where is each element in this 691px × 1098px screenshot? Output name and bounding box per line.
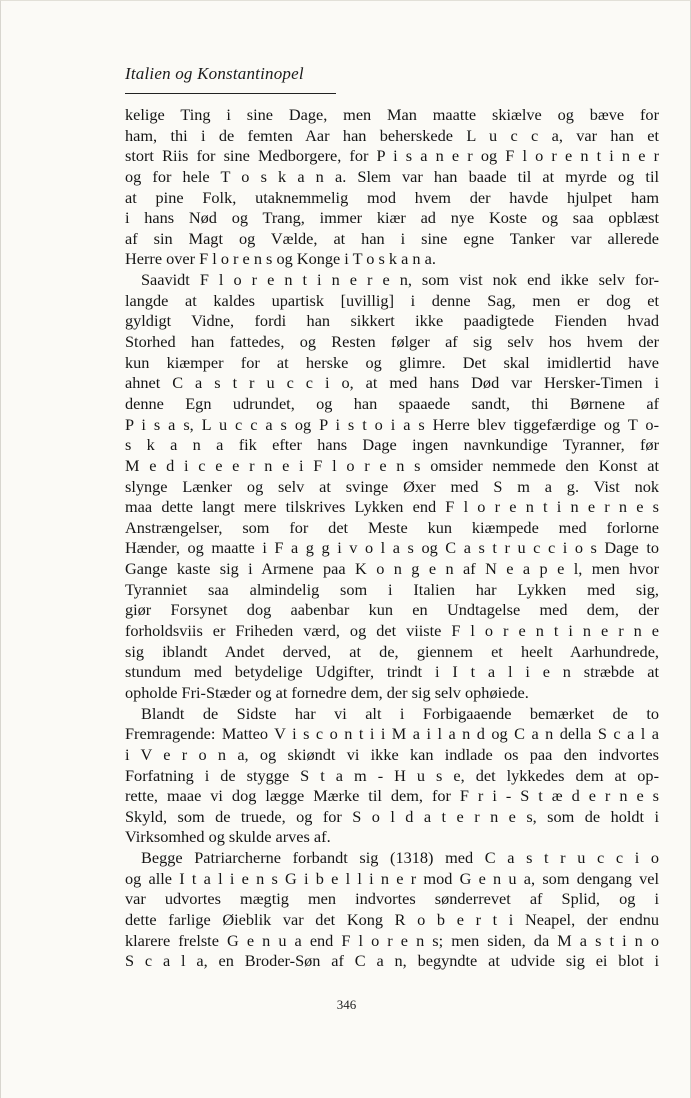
text-line: Virksomhed og skulde arves af.	[125, 827, 331, 847]
text-line: Herre over F l o r e n s og Konge i T o s k a n a.	[125, 249, 436, 269]
text-line: denne Egn udrundet, og han spaaede sandt, thi Børnene af	[125, 393, 659, 413]
text-line: giør Forsynet dog aabenbar kun en Undtagelse med dem, der	[125, 600, 659, 620]
header-rule	[125, 93, 336, 94]
text-line: og alle I t a l i e n s G i b e l l i n e r mod G e n u a, som dengang vel	[125, 868, 659, 888]
text-line: stundum med betydelige Udgifter, trindt i I t a l i e n stræbde at	[125, 662, 659, 682]
text-line: maa dette langt mere tilskrives Lykken end F l o r e n t i n e r n e s	[125, 497, 659, 517]
text-line: langde at kaldes upartisk [uvillig] i denne Sag, men er dog et	[125, 290, 659, 310]
text-line: ham, thi i de femten Aar han beherskede L u c c a, var han et	[125, 125, 659, 145]
text-line: Gange kaste sig i Armene paa K o n g e n af N e a p e l, men hvor	[125, 559, 659, 579]
text-line: Storhed han fattedes, og Resten følger af sig selv hos hvem der	[125, 332, 659, 352]
text-line: gyldigt Vidne, fordi han sikkert ikke paadigtede Fienden hvad	[125, 311, 659, 331]
text-line: af sin Magt og Vælde, at han i sine egne Tanker var allerede	[125, 228, 659, 248]
text-line: stort Riis for sine Medborgere, for P i s a n e r og F l o r e n t i n e r	[125, 146, 659, 166]
text-line: M e d i c e e r n e i F l o r e n s omsider nemmede den Konst at	[125, 455, 659, 475]
text-line: Begge Patriarcherne forbandt sig (1318) med C a s t r u c c i o	[141, 848, 659, 868]
text-line: S c a l a, en Broder-Søn af C a n, begyndte at udvide sig ei blot i	[125, 951, 659, 971]
text-line: s k a n a fik efter hans Dage ingen navnkundige Tyranner, før	[125, 435, 659, 455]
text-line: ahnet C a s t r u c c i o, at med hans Død var Hersker-Timen i	[125, 373, 659, 393]
text-line: klarere frelste G e n u a end F l o r e n s; men siden, da M a s t i n o	[125, 930, 659, 950]
text-line: forholdsviis er Friheden værd, og det viiste F l o r e n t i n e r n e	[125, 621, 659, 641]
text-line: Anstrængelser, som for det Meste kun kiæmpede med forlorne	[125, 517, 659, 537]
text-line: kelige Ting i sine Dage, men Man maatte skiælve og bæve for	[125, 105, 659, 124]
text-line: i hans Nød og Trang, immer kiær ad nye Koste og saa opblæst	[125, 208, 659, 228]
text-line: P i s a s, L u c c a s og P i s t o i a s Herre blev tiggefærdige og T o-	[125, 414, 659, 434]
text-line: Forfatning i de stygge S t a m - H u s e, det lykkedes dem at op-	[125, 765, 659, 785]
page-number: 346	[336, 997, 357, 1012]
text-line: i V e r o n a, og skiøndt vi ikke kan indlade os paa den indvortes	[125, 744, 659, 764]
text-line: at pine Folk, utaknemmelig mod hvem der havde hjulpet ham	[125, 187, 659, 207]
text-line: opholde Fri-Stæder og at fornedre dem, der sig selv ophøiede.	[125, 682, 529, 702]
text-line: var udvortes mægtig men indvortes sønderrevet af Splid, og i	[125, 889, 659, 909]
running-title: Italien og Konstantinopel	[125, 64, 304, 83]
text-line: Skyld, som de truede, og for S o l d a t e r n e s, som de holdt i	[125, 806, 659, 826]
text-line: Fremragende: Matteo V i s c o n t i i M a i l a n d og C a n della S c a l a	[125, 724, 659, 744]
text-line: rette, maae vi dog lægge Mærke til dem, for F r i - S t æ d e r n e s	[125, 786, 659, 806]
text-line: kun kiæmper for at herske og glimre. Det skal imidlertid have	[125, 352, 659, 372]
body-text	[125, 105, 659, 972]
text-line: dette farlige Øieblik var det Kong R o b e r t i Neapel, der endnu	[125, 909, 659, 929]
text-line: Tyranniet saa almindelig som i Italien har Lykken med sig,	[125, 579, 659, 599]
text-line: sig iblandt Andet derved, at de, giennem et heelt Aarhundrede,	[125, 641, 659, 661]
text-line: Hænder, og maatte i F a g g i v o l a s og C a s t r u c c i o s Dage to	[125, 538, 659, 558]
text-line: slynge Lænker og selv at svinge Øxer med S m a g. Vist nok	[125, 476, 659, 496]
text-line: og for hele T o s k a n a. Slem var han baade til at myrde og til	[125, 166, 659, 186]
text-line: Saavidt F l o r e n t i n e r e n, som vist nok end ikke selv for-	[141, 270, 659, 290]
text-line: Blandt de Sidste har vi alt i Forbigaaende bemærket de to	[141, 703, 659, 723]
